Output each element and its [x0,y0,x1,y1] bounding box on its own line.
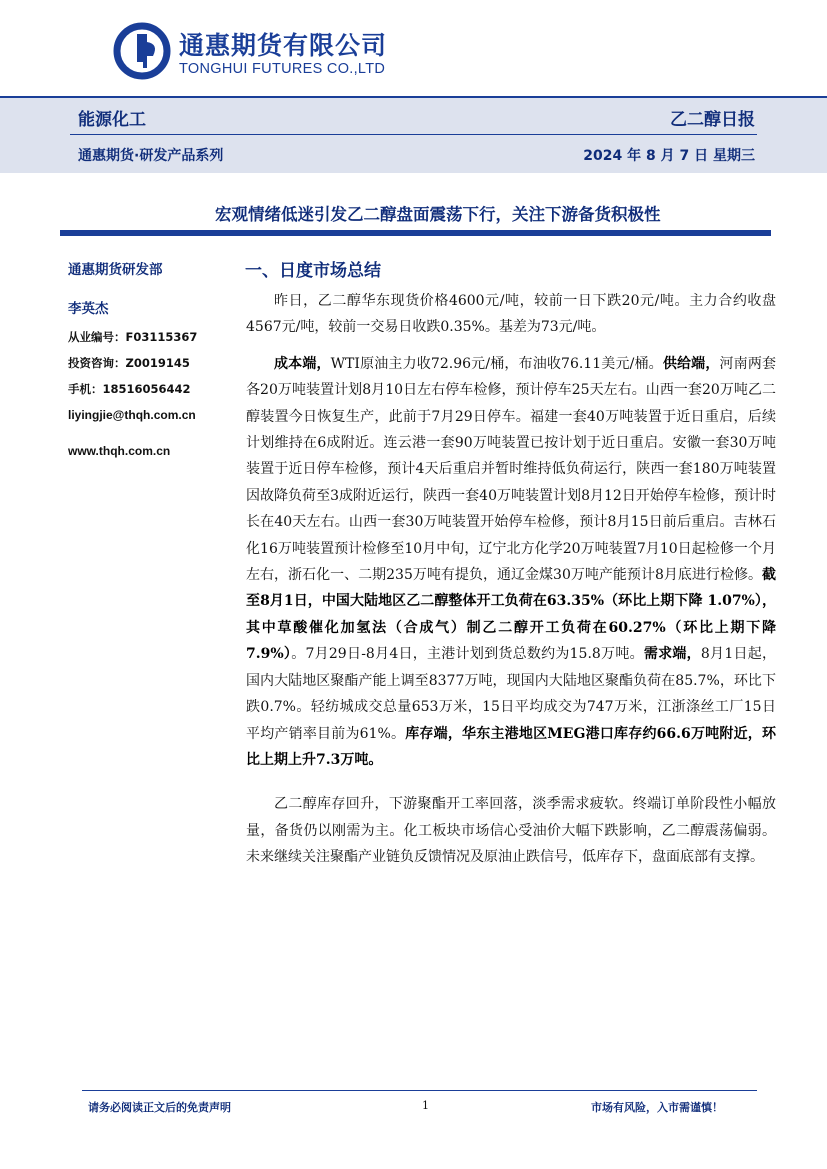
fundamentals-paragraph [246,351,776,774]
header-divider [70,134,757,135]
supply-label: 供给端， [662,355,720,372]
disclaimer-note: 请务必阅读正文后的免责声明 [88,1101,231,1114]
company-name-cn: 通惠期货有限公司 [179,31,388,60]
arrival-text: 。7月29日-8月4日，主港计划到货总数约为15.8万吨。 [291,646,644,663]
company-name-en: TONGHUI FUTURES CO.,LTD [179,61,386,77]
consult-number: 投资咨询：Z0019145 [68,356,190,370]
report-headline: 宏观情绪低迷引发乙二醇盘面震荡下行，关注下游备货积极性 [215,205,661,224]
inventory-text: 华东主港地区MEG港口库存约66.6万吨附近，环比上期上升7.3万吨。 [246,725,777,768]
price-paragraph: 昨日，乙二醇华东现货价格4600元/吨，较前一日下跌20元/吨。主力合约收盘4567元/吨，较前一交易日收跌0.35%。基差为73元/吨。 [246,293,776,336]
cost-text: WTI原油主力收72.96元/桶，布油收76.11美元/桶。 [330,355,663,372]
report-category: 能源化工 [78,110,146,130]
phone-number: 手机：18516056442 [68,382,191,396]
headline-rule [60,230,771,236]
analyst-sidebar [68,258,238,464]
inventory-label: 库存端， [405,725,463,742]
supply-text: 河南两套各20万吨装置计划8月10日左右停车检修，预计停车25天左右。山西一套20万吨乙二醇装置今日恢复生产，此前于7月29日停车。福建一套40万吨装置于近日重启，后续计划维持在6成附近。连云港一套90万吨装置已按计划于近日重启。安徽一套30万吨装置于近日停车检修，预计4天后重启并暂时维持低负荷运行，陕西一套180万吨装置因故降负荷至3成附近运行，陕西一套40万吨装置计划8月12日开始停车检修，预计时长在40天左右。山西一套30万吨装置开始停车检修，预计8月15日前后重启。吉林石化16万吨装置预计检修至10月中旬，辽宁北方化学20万吨装置7月10日起检修一个月左右，浙石化一、二期235万吨有提负，通辽金煤30万吨产能预计8月底进行检修。 [246,355,777,584]
report-name: 乙二醇日报 [670,110,755,130]
report-date: 2024 年 8 月 7 日 星期三 [583,148,755,164]
company-website[interactable]: www.thqh.com.cn [68,444,171,458]
analyst-email[interactable]: liyingjie@thqh.com.cn [68,408,196,422]
demand-text: 8月1日起，国内大陆地区聚酯产能上调至8377万吨，现国内大陆地区聚酯负荷在85.7%，环比下跌0.7%。轻纺城成交总量653万米，15日平均成交为747万米，江浙涤丝工厂15日平均产销率目前为61%。 [246,646,776,742]
analyst-name: 李英杰 [68,301,109,317]
risk-warning: 市场有风险，入市需谨慎！ [591,1101,723,1114]
section-title: 一、日度市场总结 [245,261,381,281]
outlook-paragraph: 乙二醇库存回升，下游聚酯开工率回落，淡季需求疲软。终端订单阶段性小幅放量，备货仍以刚需为主。化工板块市场信心受油价大幅下跌影响，乙二醇震荡偏弱。未来继续关注聚酯产业链负反馈情况及原油止跌信号，低库存下，盘面底部有支撑。 [246,796,776,866]
footer-rule [82,1090,757,1091]
market-summary [246,288,776,871]
practice-number: 从业编号：F03115367 [68,330,198,344]
report-series: 通惠期货·研发产品系列 [78,148,224,164]
research-department: 通惠期货研发部 [68,262,163,278]
page-number: 1 [422,1099,429,1112]
company-logo [113,22,403,84]
report-header-band [0,96,827,173]
tonghui-logo-icon [113,22,171,80]
operating-rate-text: 截至8月1日，中国大陆地区乙二醇整体开工负荷在63.35%（环比上期下降 1.07%），其中草酸催化加氢法（合成气）制乙二醇开工负荷在60.27%（环比上期下降7.9%） [246,567,776,663]
demand-label: 需求端， [643,646,701,663]
cost-label: 成本端， [274,355,331,372]
